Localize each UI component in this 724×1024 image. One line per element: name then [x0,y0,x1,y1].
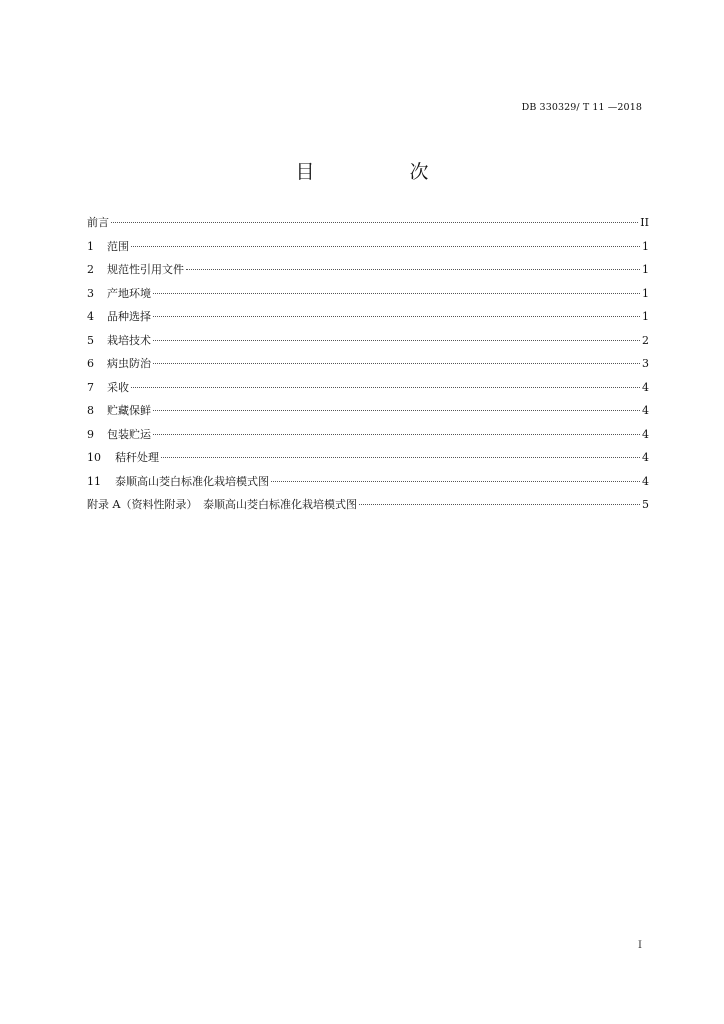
dot-leader [153,410,640,411]
page-number: I [638,940,642,951]
toc-entry-number: 7 [87,380,94,394]
toc-entry-preface[interactable] [87,216,649,240]
dot-leader [153,340,640,341]
dot-leader [153,316,640,317]
toc-entry-label: 产地环境 [107,286,151,300]
toc-entry-appendix-a[interactable] [87,498,649,522]
toc-entry-page: 2 [642,333,649,347]
dot-leader [153,434,640,435]
toc-entry-page: 3 [642,357,649,370]
toc-entry-label: 病虫防治 [107,357,151,370]
dot-leader [161,457,640,458]
toc-entry-8[interactable] [87,404,649,428]
toc-entry-number: 11 [87,474,101,488]
dot-leader [153,363,640,364]
toc-entry-2[interactable] [87,263,649,287]
toc-entry-6[interactable] [87,357,649,381]
toc-entry-label: 规范性引用文件 [107,263,184,276]
toc-entry-number: 9 [87,427,94,441]
toc-entry-9[interactable] [87,428,649,452]
toc-entry-page: 1 [642,239,649,253]
toc-entry-number: 3 [87,286,94,300]
toc-entry-11[interactable] [87,475,649,499]
dot-leader [186,269,640,270]
toc-entry-page: 4 [642,380,649,394]
toc-entry-label: 贮藏保鲜 [107,404,151,417]
toc-entry-label: 附录 A（资料性附录） 泰顺高山茭白标准化栽培模式图 [87,498,357,511]
toc-entry-label: 前言 [87,216,109,229]
toc-entry-label: 泰顺高山茭白标准化栽培模式图 [115,474,269,488]
dot-leader [359,504,640,505]
toc-entry-10[interactable] [87,451,649,475]
toc-entry-4[interactable] [87,310,649,334]
page-title: 目 次 [295,161,467,183]
toc-entry-1[interactable] [87,240,649,264]
toc-entry-page: 1 [642,263,649,276]
toc-entry-number: 6 [87,357,94,370]
toc-entry-label: 品种选择 [107,310,151,323]
toc-entry-5[interactable] [87,334,649,358]
toc-entry-label: 采收 [107,380,129,394]
toc-entry-page: 1 [642,310,649,323]
toc-entry-page: 4 [642,474,649,488]
toc-entry-page: 4 [642,404,649,417]
toc-entry-number: 5 [87,333,94,347]
toc-entry-page: 5 [642,498,649,511]
toc-entry-label: 秸秆处理 [115,451,159,464]
toc-entry-page: 4 [642,451,649,464]
dot-leader [271,481,640,482]
toc-entry-page: II [640,216,649,229]
toc-entry-number: 1 [87,239,94,253]
toc-entry-page: 1 [642,286,649,300]
toc-entry-label: 范围 [107,239,129,253]
toc-entry-7[interactable] [87,381,649,405]
dot-leader [111,222,638,223]
toc-entry-number: 8 [87,404,94,417]
toc-entry-label: 栽培技术 [107,333,151,347]
dot-leader [153,293,640,294]
toc-entry-label: 包装贮运 [107,427,151,441]
toc-entry-page: 4 [642,427,649,441]
toc-entry-3[interactable] [87,287,649,311]
table-of-contents [87,216,649,522]
dot-leader [131,246,640,247]
toc-entry-number: 4 [87,310,94,323]
toc-entry-number: 10 [87,451,101,464]
dot-leader [131,387,640,388]
toc-entry-number: 2 [87,263,94,276]
document-code: DB 330329/ T 11 —2018 [521,102,642,113]
